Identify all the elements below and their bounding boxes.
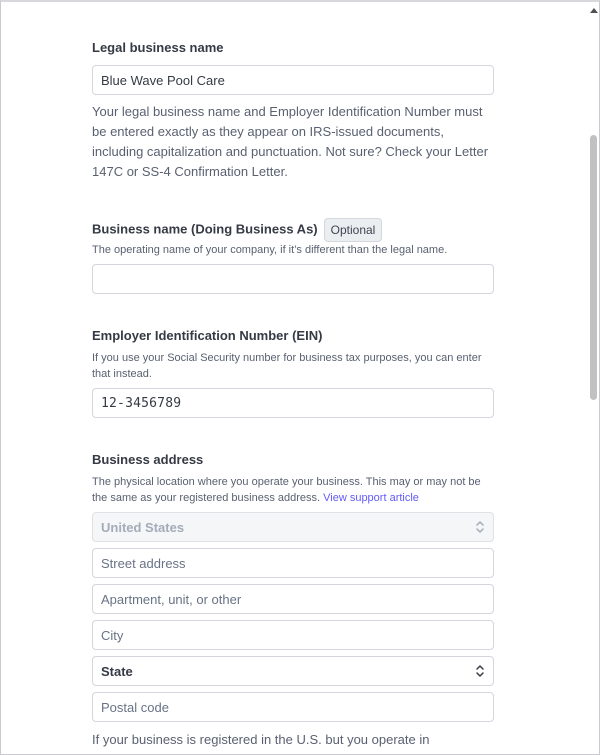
chevron-up-down-icon bbox=[475, 664, 485, 678]
dba-label: Business name (Doing Business As) bbox=[92, 221, 318, 237]
city-input[interactable] bbox=[92, 620, 494, 650]
vertical-scrollbar[interactable] bbox=[589, 2, 599, 753]
country-select-value: United States bbox=[101, 519, 185, 535]
state-select[interactable] bbox=[92, 656, 494, 686]
country-select[interactable] bbox=[92, 512, 494, 542]
address-footer-note: If your business is registered in the U.S. but you operate in bbox=[92, 732, 430, 747]
address-label: Business address bbox=[92, 452, 204, 467]
dba-help: The operating name of your company, if it’s different than the legal name. bbox=[92, 244, 448, 256]
chevron-up-down-icon bbox=[475, 520, 485, 534]
dba-label-row bbox=[92, 218, 382, 242]
ein-help: If you use your Social Security number for business tax purposes, you can enter that instead. bbox=[92, 352, 482, 380]
address-help-text: The physical location where you operate your business. This may or may not be the same as your registered business address. bbox=[92, 476, 481, 504]
legal-name-input[interactable] bbox=[92, 65, 494, 95]
scrollbar-thumb[interactable] bbox=[590, 135, 597, 400]
legal-name-label: Legal business name bbox=[92, 40, 224, 55]
view-support-article-link[interactable]: View support article bbox=[323, 492, 419, 504]
optional-badge: Optional bbox=[324, 218, 383, 242]
state-select-value: State bbox=[101, 663, 133, 679]
ein-label: Employer Identification Number (EIN) bbox=[92, 328, 323, 343]
street-address-input[interactable] bbox=[92, 548, 494, 578]
dba-input[interactable] bbox=[92, 264, 494, 294]
ein-input[interactable] bbox=[92, 388, 494, 418]
postal-code-input[interactable] bbox=[92, 692, 494, 722]
scroll-up-arrow-icon[interactable] bbox=[590, 8, 598, 13]
address-help bbox=[92, 474, 492, 506]
legal-name-help: Your legal business name and Employer Identification Number must be entered exactly as they appear on IRS-issued documents, including capitalization and punctuation. Not sure? Check your Letter 147C or SS-4 Confirmation Letter. bbox=[92, 104, 489, 179]
apartment-input[interactable] bbox=[92, 584, 494, 614]
